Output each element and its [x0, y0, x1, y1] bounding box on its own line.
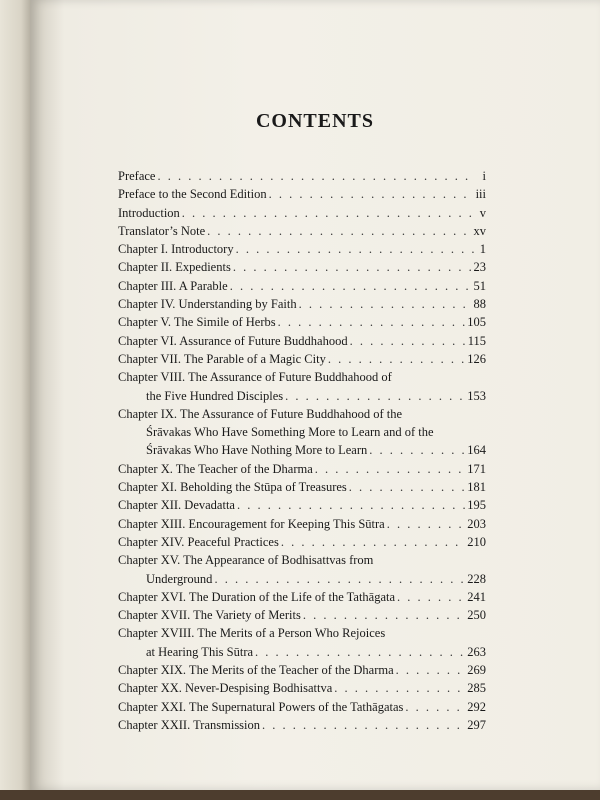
toc-entry-title: Chapter XIX. The Merits of the Teacher of the Dharma	[118, 663, 394, 678]
toc-page-number: 105	[467, 315, 486, 330]
toc-page-number: 171	[467, 461, 486, 476]
toc-entry-title: Chapter VII. The Parable of a Magic City	[118, 351, 326, 366]
dot-leader	[182, 204, 474, 222]
toc-page-number: 115	[467, 333, 486, 348]
toc-page-number: i	[482, 169, 486, 183]
toc-entry-title: Preface to the Second Edition	[118, 187, 267, 202]
toc-entry	[118, 313, 486, 331]
toc-entry	[118, 240, 486, 258]
toc-entry	[118, 624, 486, 661]
toc-entry-title: Chapter XVI. The Duration of the Life of the Tathāgata	[118, 589, 396, 604]
toc-page-number: 88	[473, 297, 486, 312]
dot-leader	[207, 222, 471, 240]
toc-page-number: 23	[473, 260, 486, 275]
dot-leader	[369, 441, 465, 459]
dot-leader	[230, 277, 472, 295]
toc-entry	[118, 460, 486, 478]
toc-entry-title: Chapter VI. Assurance of Future Buddhahood	[118, 333, 348, 348]
toc-entry	[118, 478, 486, 496]
toc-entry	[118, 185, 486, 203]
toc-entry-title: Chapter I. Introductory	[118, 242, 234, 257]
dot-leader	[397, 588, 465, 606]
toc-entry	[118, 698, 486, 716]
toc-entry	[118, 295, 486, 313]
dot-leader	[387, 515, 466, 533]
toc-entry	[118, 716, 486, 734]
toc-entry	[118, 204, 486, 222]
dot-leader	[349, 478, 465, 496]
dot-leader	[269, 185, 474, 203]
toc-entry	[118, 350, 486, 368]
toc-entry-continuation: at Hearing This Sūtra	[146, 644, 254, 659]
toc-entry-continuation: the Five Hundred Disciples	[146, 388, 284, 403]
dot-leader	[214, 570, 465, 588]
toc-entry-continuation: Śrāvakas Who Have Something More to Learn and of the	[146, 425, 434, 440]
table-of-contents	[118, 167, 486, 734]
toc-page-number: xv	[473, 223, 486, 238]
toc-page-number: 1	[479, 242, 486, 257]
dot-leader	[237, 496, 465, 514]
dot-leader	[396, 661, 466, 679]
toc-entry-title: Chapter XIV. Peaceful Practices	[118, 534, 279, 549]
toc-page-number: 153	[467, 388, 486, 403]
dot-leader	[281, 533, 465, 551]
toc-entry	[118, 606, 486, 624]
toc-entry-title: Chapter XIII. Encouragement for Keeping This Sūtra	[118, 516, 385, 531]
dot-leader	[278, 313, 466, 331]
toc-entry	[118, 551, 486, 588]
toc-entry-continuation: Śrāvakas Who Have Nothing More to Learn	[146, 443, 368, 458]
toc-entry	[118, 661, 486, 679]
toc-page-number: 164	[467, 443, 486, 458]
toc-page-number: 250	[467, 608, 486, 623]
dot-leader	[303, 606, 465, 624]
dot-leader	[328, 350, 465, 368]
toc-entry-title: Introduction	[118, 205, 180, 220]
toc-entry	[118, 332, 486, 350]
toc-entry-title: Chapter III. A Parable	[118, 278, 228, 293]
toc-entry	[118, 222, 486, 240]
toc-page-number: iii	[475, 187, 486, 202]
dot-leader	[350, 332, 466, 350]
dot-leader	[315, 460, 465, 478]
toc-entry-title: Chapter XX. Never-Despising Bodhisattva	[118, 681, 333, 696]
toc-entry	[118, 277, 486, 295]
toc-entry-title: Chapter VIII. The Assurance of Future Buddhahood of	[118, 370, 392, 385]
toc-entry	[118, 496, 486, 514]
toc-page-number: 210	[467, 534, 486, 549]
toc-entry-title: Chapter X. The Teacher of the Dharma	[118, 461, 313, 476]
toc-page-number: 51	[473, 278, 486, 293]
toc-entry-title: Chapter XXI. The Supernatural Powers of the Tathāgatas	[118, 699, 404, 714]
dot-leader	[299, 295, 472, 313]
toc-entry	[118, 588, 486, 606]
table-surface	[0, 790, 600, 800]
toc-page-number: 263	[467, 644, 486, 659]
dot-leader	[255, 643, 465, 661]
dot-leader	[262, 716, 465, 734]
page-title: CONTENTS	[255, 110, 375, 132]
dot-leader	[157, 167, 474, 185]
toc-page-number: v	[479, 205, 486, 220]
toc-entry-title: Chapter XXII. Transmission	[118, 717, 261, 732]
toc-entry-title: Chapter XV. The Appearance of Bodhisattvas from	[118, 553, 374, 568]
toc-entry	[118, 258, 486, 276]
toc-page-number: 228	[467, 571, 486, 586]
toc-page-number: 241	[467, 589, 486, 604]
toc-entry-title: Chapter V. The Simile of Herbs	[118, 315, 276, 330]
toc-entry-title: Chapter IX. The Assurance of Future Buddhahood of the	[118, 406, 403, 421]
toc-page-number: 285	[467, 681, 486, 696]
toc-page-number: 126	[467, 351, 486, 366]
toc-entry	[118, 679, 486, 697]
toc-page-number: 269	[467, 663, 486, 678]
toc-page-number: 203	[467, 516, 486, 531]
dot-leader	[334, 679, 465, 697]
dot-leader	[236, 240, 474, 258]
toc-entry-title: Chapter XVIII. The Merits of a Person Who Rejoices	[118, 626, 386, 641]
facing-page-edge	[0, 0, 30, 800]
toc-entry-title: Chapter XII. Devadatta	[118, 498, 235, 513]
toc-entry-title: Preface	[118, 169, 156, 183]
toc-page-number: 195	[467, 498, 486, 513]
toc-entry-title: Chapter XVII. The Variety of Merits	[118, 608, 301, 623]
toc-entry	[118, 515, 486, 533]
toc-page-number: 292	[467, 699, 486, 714]
toc-page-number: 181	[467, 480, 486, 495]
toc-entry	[118, 405, 486, 460]
toc-entry-title: Chapter IV. Understanding by Faith	[118, 297, 297, 312]
toc-page-number: 297	[467, 717, 486, 732]
toc-entry-continuation: Underground	[146, 571, 213, 586]
toc-entry	[118, 533, 486, 551]
toc-entry-title: Chapter II. Expedients	[118, 260, 231, 275]
toc-entry	[118, 167, 486, 185]
toc-entry-title: Translator’s Note	[118, 223, 206, 238]
toc-entry	[118, 368, 486, 405]
dot-leader	[233, 258, 472, 276]
dot-leader	[285, 387, 465, 405]
toc-entry-title: Chapter XI. Beholding the Stūpa of Treasures	[118, 480, 347, 495]
dot-leader	[405, 698, 465, 716]
